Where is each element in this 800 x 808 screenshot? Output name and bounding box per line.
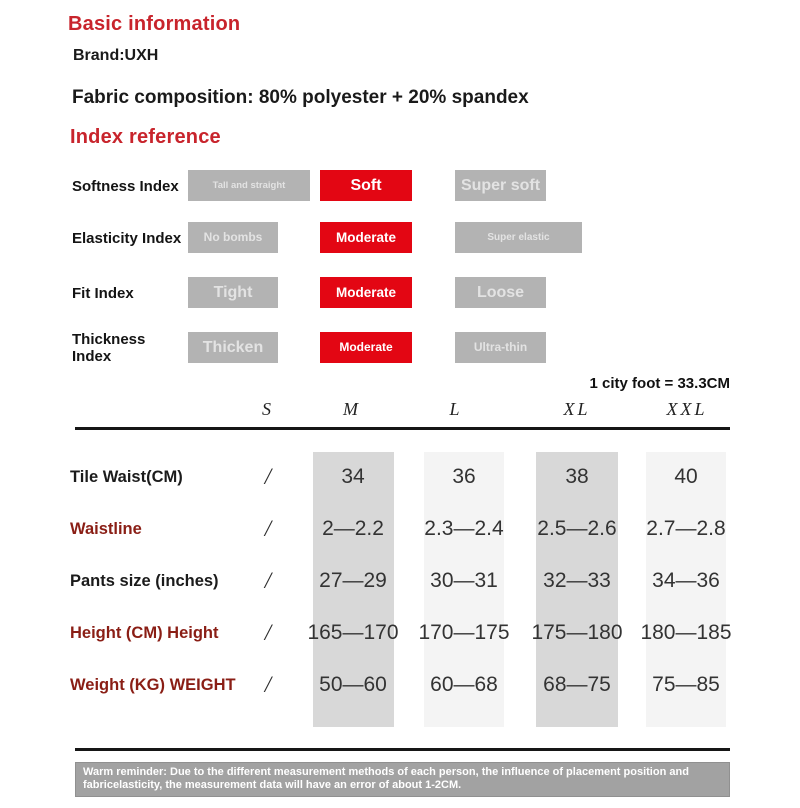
size-table-row-pants-size bbox=[0, 566, 800, 596]
size-column-header-s: S bbox=[262, 399, 274, 419]
index-option-chip: Ultra-thin bbox=[455, 332, 546, 363]
row-label: Tile Waist(CM) bbox=[70, 468, 183, 486]
index-reference-title: Index reference bbox=[70, 126, 221, 148]
size-cell: 50—60 bbox=[319, 673, 387, 696]
size-column-header-m: M bbox=[343, 399, 361, 419]
warm-reminder-note: Warm reminder: Due to the different measurement methods of each person, the influence of placement position and fabricelasticity, the measurement data will have an error of about 1-2CM. bbox=[75, 762, 730, 797]
size-cell: 68—75 bbox=[543, 673, 611, 696]
size-cell: 2.5—2.6 bbox=[537, 517, 617, 540]
size-cell: 36 bbox=[452, 465, 476, 488]
size-table-row-tile-waist bbox=[0, 462, 800, 492]
size-table-row-waistline bbox=[0, 514, 800, 544]
size-cell: 2.7—2.8 bbox=[646, 517, 726, 540]
index-option-chip: Loose bbox=[455, 277, 546, 308]
row-label: Pants size (inches) bbox=[70, 572, 219, 590]
index-row-elasticity bbox=[0, 221, 800, 255]
index-option-chip: Tall and straight bbox=[188, 170, 310, 201]
index-option-chip-selected: Moderate bbox=[320, 222, 412, 253]
size-cell: / bbox=[264, 672, 272, 697]
size-column-header-l: L bbox=[449, 399, 463, 419]
size-cell: 180—185 bbox=[640, 621, 732, 644]
size-cell: 40 bbox=[674, 465, 698, 488]
size-cell: 38 bbox=[565, 465, 589, 488]
index-row-label: Elasticity Index bbox=[72, 229, 182, 247]
index-option-chip: No bombs bbox=[188, 222, 278, 253]
index-option-chip: Super elastic bbox=[455, 222, 582, 253]
index-option-chip: Thicken bbox=[188, 332, 278, 363]
size-cell: 34—36 bbox=[652, 569, 720, 592]
size-cell: 165—170 bbox=[307, 621, 399, 644]
index-row-label: Thickness Index bbox=[72, 331, 146, 365]
table-divider-bottom bbox=[75, 748, 730, 751]
row-label: Waistline bbox=[70, 520, 142, 538]
index-option-chip-selected: Moderate bbox=[320, 332, 412, 363]
index-option-chip: Super soft bbox=[455, 170, 546, 201]
size-cell: / bbox=[264, 568, 272, 593]
index-row-thickness bbox=[0, 331, 800, 365]
index-row-softness bbox=[0, 169, 800, 203]
size-cell: 175—180 bbox=[531, 621, 623, 644]
size-table-row-height bbox=[0, 618, 800, 648]
size-cell: / bbox=[264, 516, 272, 541]
unit-note: 1 city foot = 33.3CM bbox=[589, 375, 730, 392]
size-cell: 2.3—2.4 bbox=[424, 517, 504, 540]
size-cell: 75—85 bbox=[652, 673, 720, 696]
row-label: Weight (KG) WEIGHT bbox=[70, 676, 236, 694]
size-cell: 60—68 bbox=[430, 673, 498, 696]
size-cell: 2—2.2 bbox=[322, 517, 384, 540]
size-cell: 34 bbox=[341, 465, 365, 488]
size-cell: 30—31 bbox=[430, 569, 498, 592]
size-cell: / bbox=[264, 464, 272, 489]
fabric-composition: Fabric composition: 80% polyester + 20% spandex bbox=[72, 87, 529, 108]
row-label: Height (CM) Height bbox=[70, 624, 219, 642]
index-row-fit bbox=[0, 276, 800, 310]
size-cell: 32—33 bbox=[543, 569, 611, 592]
basic-info-title: Basic information bbox=[68, 13, 241, 35]
size-cell: 170—175 bbox=[418, 621, 510, 644]
index-option-chip-selected: Moderate bbox=[320, 277, 412, 308]
brand-line: Brand:UXH bbox=[73, 47, 159, 64]
size-table-row-weight bbox=[0, 670, 800, 700]
index-option-chip: Tight bbox=[188, 277, 278, 308]
index-row-label: Fit Index bbox=[72, 284, 134, 302]
size-cell: 27—29 bbox=[319, 569, 387, 592]
size-cell: / bbox=[264, 620, 272, 645]
index-option-chip-selected: Soft bbox=[320, 170, 412, 201]
index-row-label: Softness Index bbox=[72, 177, 179, 195]
size-column-header-xxl: XXL bbox=[666, 399, 708, 419]
size-column-header-xl: XL bbox=[563, 399, 591, 419]
table-divider-top bbox=[75, 427, 730, 430]
